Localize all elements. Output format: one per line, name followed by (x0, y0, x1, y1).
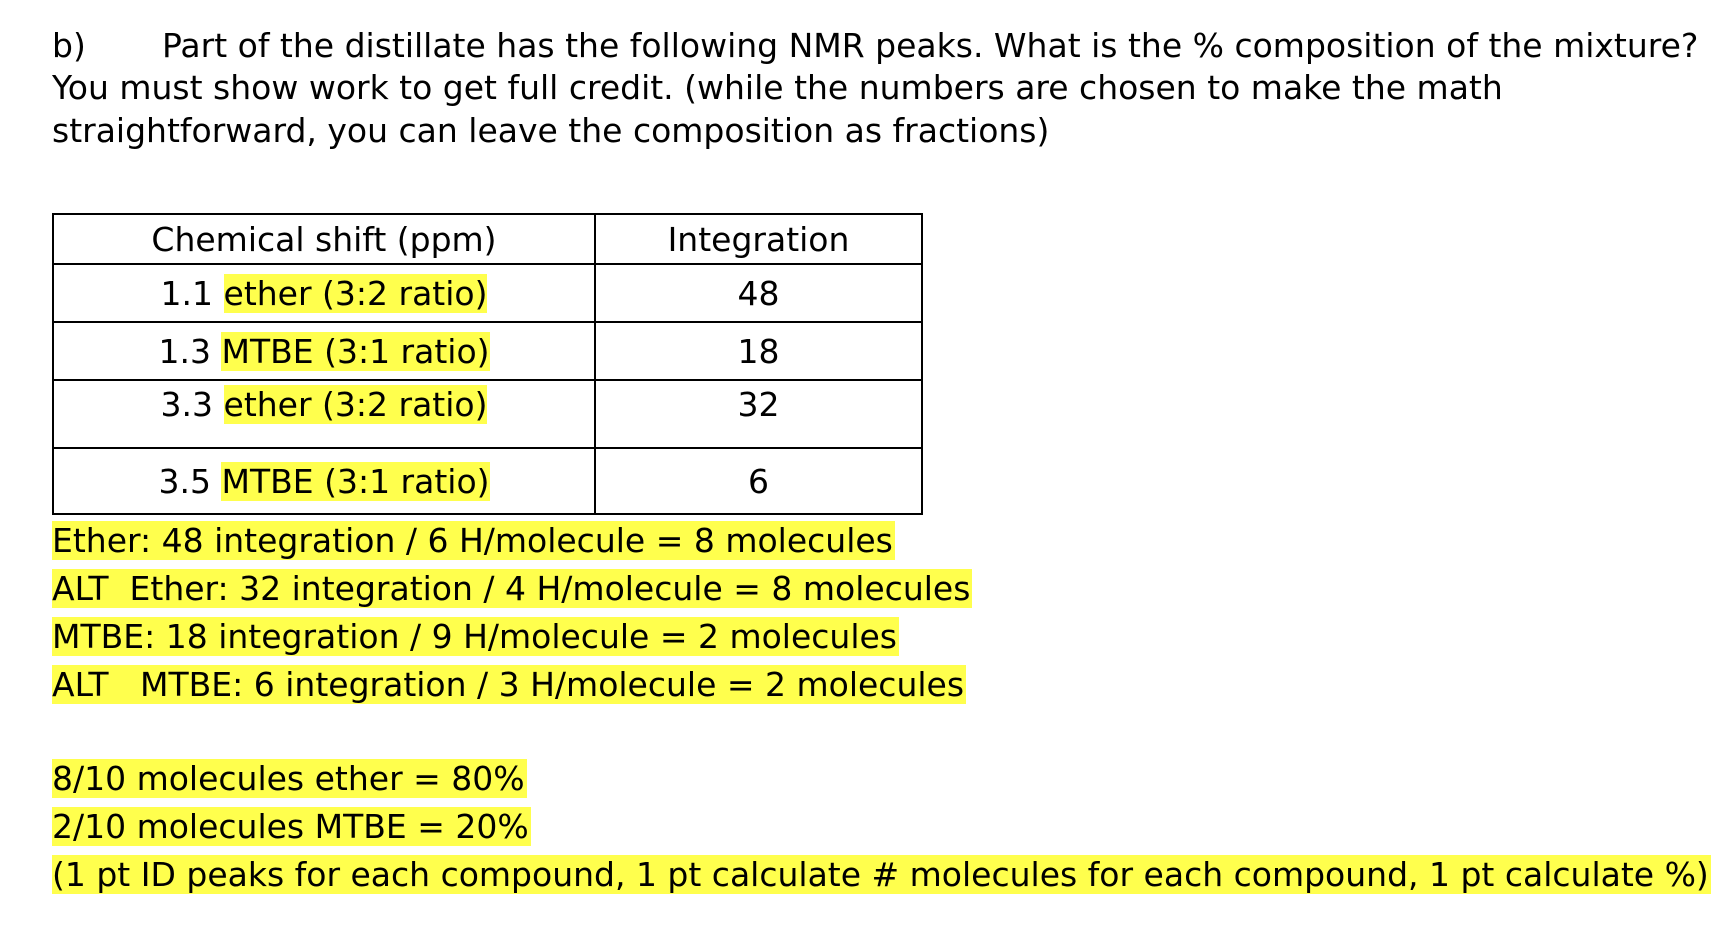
table-row (53, 264, 922, 322)
table-row (53, 380, 922, 448)
grading-note (52, 852, 1711, 898)
integration-value: 32 (595, 380, 922, 448)
shift-cell (53, 322, 595, 380)
table-row (53, 448, 922, 514)
peak-assignment: ether (3:2 ratio) (223, 273, 488, 313)
integration-value: 18 (595, 322, 922, 380)
shift-value: 3.3 (160, 385, 214, 424)
integration-value: 6 (595, 448, 922, 514)
shift-value: 3.5 (158, 461, 211, 501)
result-text: 2/10 molecules MTBE = 20% (52, 807, 529, 846)
integration-value: 48 (595, 264, 922, 322)
table-row (53, 322, 922, 380)
work-text: Ether: 48 integration / 6 H/molecule = 8 molecules (52, 521, 893, 560)
table-header-row (53, 214, 922, 264)
peak-assignment: ether (3:2 ratio) (223, 385, 488, 424)
work-line-ether-alt (52, 566, 972, 612)
result-mtbe (52, 804, 531, 850)
result-text: 8/10 molecules ether = 80% (52, 759, 525, 798)
shift-cell (53, 264, 595, 322)
result-text: (1 pt ID peaks for each compound, 1 pt calculate # molecules for each compound, 1 pt calculate %) (52, 855, 1709, 894)
question-line-3: straightforward, you can leave the composition as fractions) (52, 111, 1050, 150)
work-text: ALT Ether: 32 integration / 4 H/molecule = 8 molecules (52, 569, 971, 608)
work-line-mtbe (52, 614, 899, 660)
peak-assignment: MTBE (3:1 ratio) (221, 331, 490, 371)
shift-cell (53, 448, 595, 514)
shift-value: 1.3 (158, 331, 211, 371)
question-label: b) (52, 26, 86, 65)
header-integration: Integration (595, 214, 922, 264)
nmr-table (52, 213, 923, 515)
question-line-1 (52, 22, 1698, 70)
question-line-2: You must show work to get full credit. (while the numbers are chosen to make the math (52, 68, 1503, 107)
header-chemical-shift: Chemical shift (ppm) (53, 214, 595, 264)
work-text: MTBE: 18 integration / 9 H/molecule = 2 molecules (52, 617, 897, 656)
result-ether (52, 756, 527, 802)
work-text: ALT MTBE: 6 integration / 3 H/molecule = 2 molecules (52, 665, 965, 704)
work-line-mtbe-alt (52, 662, 966, 708)
shift-cell (53, 380, 595, 448)
work-line-ether (52, 518, 895, 564)
shift-value: 1.1 (160, 273, 214, 313)
peak-assignment: MTBE (3:1 ratio) (221, 461, 490, 501)
question-text-1: Part of the distillate has the following NMR peaks. What is the % composition of the mixture? (162, 26, 1699, 65)
